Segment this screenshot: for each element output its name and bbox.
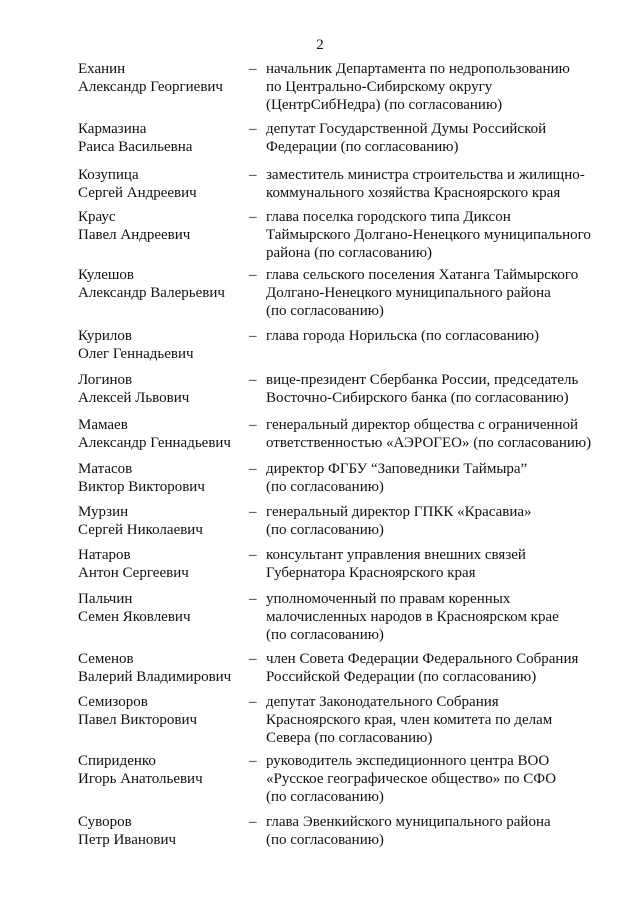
dash-separator: –: [249, 209, 257, 225]
member-given-names: Александр Валерьевич: [78, 285, 225, 301]
member-position-line: (ЦентрСибНедра) (по согласованию): [266, 97, 503, 113]
member-name: [78, 60, 248, 96]
member-given-names: Александр Геннадьевич: [78, 435, 231, 451]
member-name: [78, 503, 248, 539]
member-position: [266, 503, 606, 539]
member-name: [78, 460, 248, 496]
member-name: [78, 590, 248, 626]
member-position-line: Долгано-Ненецкого муниципального района: [266, 285, 551, 301]
member-name: [78, 416, 248, 452]
member-surname: Кулешов: [78, 267, 134, 283]
dash-separator: –: [249, 694, 257, 710]
member-surname: Еханин: [78, 61, 126, 77]
member-position-line: руководитель экспедиционного центра ВОО: [266, 753, 550, 769]
member-surname: Натаров: [78, 547, 131, 563]
member-surname: Мамаев: [78, 417, 128, 433]
member-position-line: района (по согласованию): [266, 245, 433, 261]
member-position-line: консультант управления внешних связей: [266, 547, 526, 563]
member-position: [266, 327, 606, 345]
member-surname: Пальчин: [78, 591, 133, 607]
member-position-line: «Русское географическое общество» по СФО: [266, 771, 557, 787]
member-position: [266, 60, 606, 114]
member-surname: Краус: [78, 209, 116, 225]
member-surname: Логинов: [78, 372, 133, 388]
member-name: [78, 650, 248, 686]
member-position: [266, 460, 606, 496]
dash-separator: –: [249, 121, 257, 137]
member-position: [266, 120, 606, 156]
member-position-line: депутат Законодательного Собрания: [266, 694, 499, 710]
member-surname: Суворов: [78, 814, 132, 830]
member-position-line: Таймырского Долгано-Ненецкого муниципального: [266, 227, 591, 243]
member-position-line: Федерации (по согласованию): [266, 139, 459, 155]
dash-separator: –: [249, 328, 257, 344]
member-position-line: Красноярского края, член комитета по делам: [266, 712, 553, 728]
member-given-names: Олег Геннадьевич: [78, 346, 194, 362]
member-name: [78, 166, 248, 202]
member-position: [266, 590, 606, 644]
member-name: [78, 208, 248, 244]
member-position-line: (по согласованию): [266, 479, 384, 495]
member-surname: Курилов: [78, 328, 132, 344]
dash-separator: –: [249, 61, 257, 77]
member-given-names: Павел Викторович: [78, 712, 198, 728]
member-given-names: Алексей Львович: [78, 390, 190, 406]
member-given-names: Павел Андреевич: [78, 227, 191, 243]
dash-separator: –: [249, 167, 257, 183]
member-position-line: глава сельского поселения Хатанга Таймырского: [266, 267, 579, 283]
member-surname: Спириденко: [78, 753, 156, 769]
member-name: [78, 120, 248, 156]
member-position-line: (по согласованию): [266, 522, 384, 538]
member-name: [78, 813, 248, 849]
member-name: [78, 752, 248, 788]
member-position-line: (по согласованию): [266, 832, 384, 848]
member-position: [266, 208, 606, 262]
member-position-line: по Центрально-Сибирскому округу: [266, 79, 493, 95]
member-position-line: уполномоченный по правам коренных: [266, 591, 511, 607]
member-position-line: Российской Федерации (по согласованию): [266, 669, 537, 685]
member-position-line: малочисленных народов в Красноярском крае: [266, 609, 559, 625]
member-position: [266, 650, 606, 686]
member-name: [78, 266, 248, 302]
member-position-line: глава Эвенкийского муниципального района: [266, 814, 551, 830]
member-given-names: Петр Иванович: [78, 832, 177, 848]
member-position: [266, 813, 606, 849]
member-surname: Семизоров: [78, 694, 148, 710]
member-given-names: Семен Яковлевич: [78, 609, 191, 625]
member-given-names: Сергей Андреевич: [78, 185, 197, 201]
member-position-line: (по согласованию): [266, 303, 384, 319]
member-position-line: директор ФГБУ “Заповедники Таймыра”: [266, 461, 528, 477]
member-position-line: (по согласованию): [266, 627, 384, 643]
dash-separator: –: [249, 504, 257, 520]
member-position-line: начальник Департамента по недропользованию: [266, 61, 570, 77]
page-number: 2: [316, 37, 324, 53]
member-surname: Кармазина: [78, 121, 147, 137]
member-given-names: Антон Сергеевич: [78, 565, 189, 581]
dash-separator: –: [249, 753, 257, 769]
member-position: [266, 546, 606, 582]
member-position: [266, 416, 606, 452]
dash-separator: –: [249, 417, 257, 433]
member-given-names: Виктор Викторович: [78, 479, 205, 495]
member-surname: Семенов: [78, 651, 134, 667]
member-position-line: депутат Государственной Думы Российской: [266, 121, 547, 137]
member-position: [266, 693, 606, 747]
dash-separator: –: [249, 372, 257, 388]
member-position-line: Восточно-Сибирского банка (по согласованию): [266, 390, 569, 406]
member-position-line: ответственностью «АЭРОГЕО» (по согласованию): [266, 435, 592, 451]
member-position-line: генеральный директор общества с ограниченной: [266, 417, 579, 433]
member-given-names: Сергей Николаевич: [78, 522, 203, 538]
member-position-line: глава поселка городского типа Диксон: [266, 209, 511, 225]
member-name: [78, 693, 248, 729]
member-position-line: заместитель министра строительства и жилищно-: [266, 167, 585, 183]
member-name: [78, 327, 248, 363]
member-position: [266, 752, 606, 806]
member-given-names: Игорь Анатольевич: [78, 771, 203, 787]
member-position-line: Губернатора Красноярского края: [266, 565, 476, 581]
dash-separator: –: [249, 591, 257, 607]
member-position-line: Севера (по согласованию): [266, 730, 433, 746]
member-position: [266, 371, 606, 407]
member-given-names: Валерий Владимирович: [78, 669, 232, 685]
dash-separator: –: [249, 547, 257, 563]
member-position-line: глава города Норильска (по согласованию): [266, 328, 539, 344]
member-surname: Козупица: [78, 167, 139, 183]
member-surname: Матасов: [78, 461, 133, 477]
member-given-names: Раиса Васильевна: [78, 139, 193, 155]
dash-separator: –: [249, 651, 257, 667]
member-name: [78, 546, 248, 582]
member-surname: Мурзин: [78, 504, 129, 520]
member-given-names: Александр Георгиевич: [78, 79, 223, 95]
dash-separator: –: [249, 461, 257, 477]
member-position-line: вице-президент Сбербанка России, председатель: [266, 372, 579, 388]
dash-separator: –: [249, 814, 257, 830]
member-position: [266, 266, 606, 320]
member-name: [78, 371, 248, 407]
member-position-line: член Совета Федерации Федерального Собрания: [266, 651, 579, 667]
member-position-line: (по согласованию): [266, 789, 384, 805]
member-position: [266, 166, 606, 202]
member-position-line: коммунального хозяйства Красноярского края: [266, 185, 561, 201]
member-position-line: генеральный директор ГПКК «Красавиа»: [266, 504, 532, 520]
dash-separator: –: [249, 267, 257, 283]
